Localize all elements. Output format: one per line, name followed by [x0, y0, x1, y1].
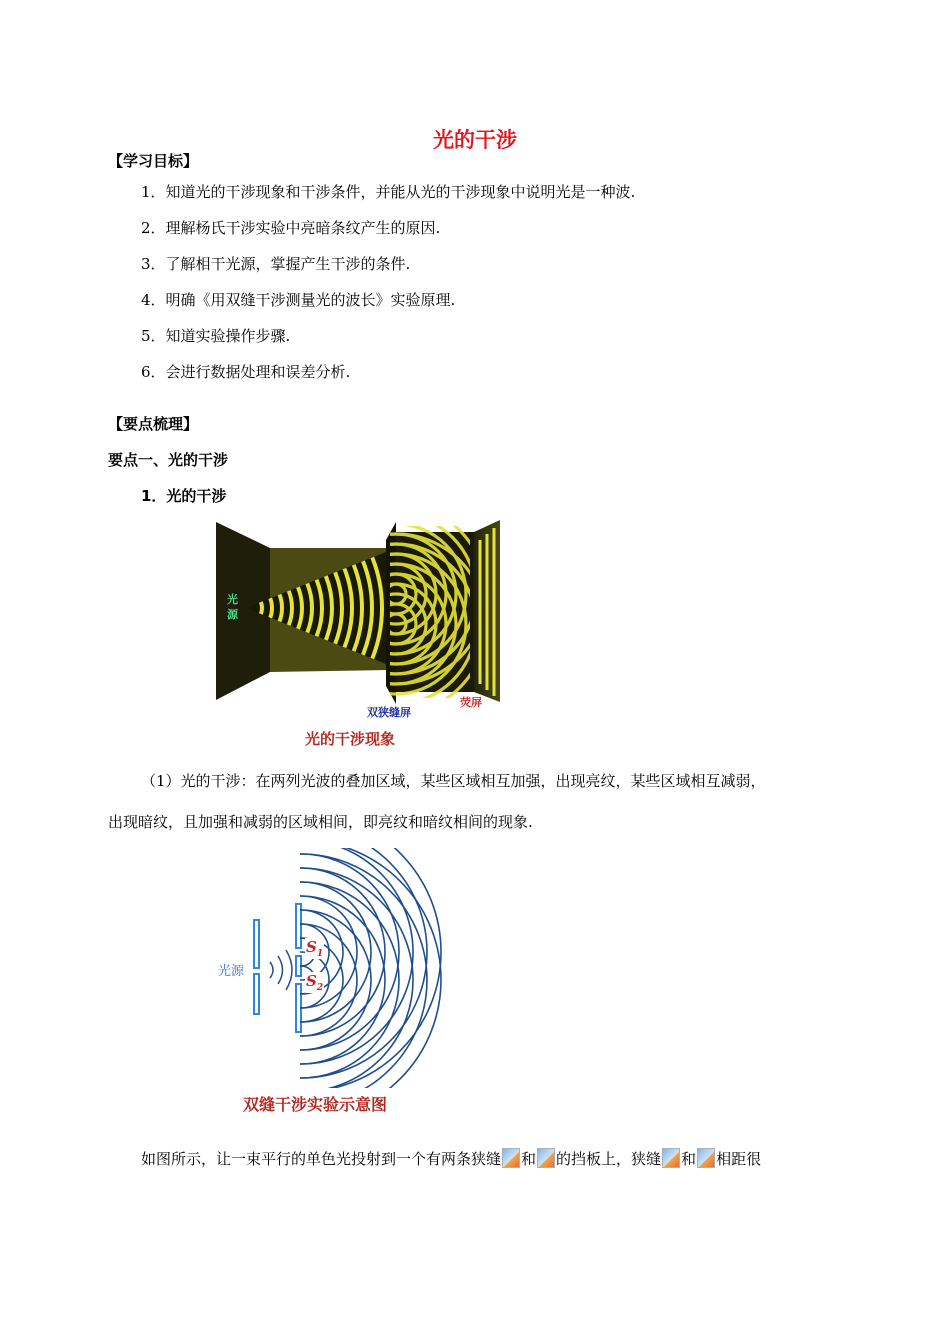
- screen-label: 荧屏: [460, 696, 482, 709]
- figure1-caption: 光的干涉现象: [305, 730, 396, 748]
- slit-screen-label: 双狭缝屏: [367, 706, 411, 719]
- interference-phenomenon-figure: [210, 518, 510, 750]
- figure2-caption: 双缝干涉实验示意图: [243, 1095, 388, 1114]
- objectives-heading: 【学习目标】: [108, 152, 199, 170]
- image-placeholder-icon: [502, 1148, 520, 1168]
- objective-item: 3．了解相干光源，掌握产生干涉的条件.: [141, 255, 411, 273]
- source-label-top: 光: [227, 593, 238, 606]
- objective-item: 2．理解杨氏干涉实验中亮暗条纹产生的原因.: [141, 219, 441, 237]
- point-heading: 要点一、光的干涉: [108, 451, 229, 469]
- image-placeholder-icon: [697, 1148, 715, 1168]
- objective-item: 4．明确《用双缝干涉测量光的波长》实验原理.: [141, 291, 456, 309]
- paragraph-line: （1）光的干涉：在两列光波的叠加区域，某些区域相互加强，出现亮纹，某些区域相互减弱，: [141, 772, 766, 790]
- subpoint-heading: 1．光的干涉: [141, 487, 227, 505]
- page-title: 光的干涉: [433, 128, 517, 152]
- paragraph-line: 如图所示，让一束平行的单色光投射到一个有两条狭缝 和 的挡板上，狭缝 和 相距很: [141, 1150, 762, 1168]
- objective-item: 1．知道光的干涉现象和干涉条件，并能从光的干涉现象中说明光是一种波.: [141, 183, 636, 201]
- diagram-source-label: 光源: [218, 964, 245, 979]
- interference-waves: [210, 848, 441, 1088]
- double-slit-diagram: [210, 848, 460, 1088]
- image-placeholder-icon: [537, 1148, 555, 1168]
- s1-label: $S_1$: [306, 938, 324, 959]
- objective-item: 6．会进行数据处理和误差分析.: [141, 363, 351, 381]
- source-label-bottom: 源: [227, 608, 238, 621]
- summary-heading: 【要点梳理】: [108, 415, 199, 433]
- source-slit-bottom: [254, 974, 259, 1014]
- paragraph-line: 出现暗纹，且加强和减弱的区域相间，即亮纹和暗纹相间的现象.: [108, 813, 533, 831]
- image-placeholder-icon: [662, 1148, 680, 1168]
- incident-waves: [270, 950, 292, 990]
- objective-item: 5．知道实验操作步骤.: [141, 327, 291, 345]
- source-slit-top: [254, 920, 259, 968]
- s2-label: $S_2$: [306, 972, 324, 993]
